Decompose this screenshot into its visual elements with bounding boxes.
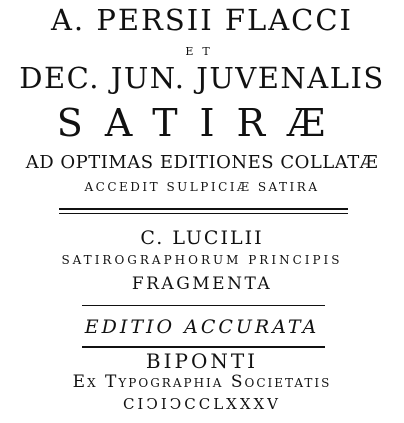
author-persius: A. PERSII FLACCI <box>50 3 354 37</box>
conjunction-et: ET <box>185 45 219 58</box>
edition-statement: EDITIO ACCURATA <box>84 316 320 338</box>
imprint-date: CIↃIↃCCLXXXV <box>122 395 282 413</box>
double-rule-top <box>59 208 348 210</box>
imprint-rule <box>82 346 325 348</box>
imprint-printer: Ex Typographia Societatis <box>72 372 332 392</box>
author-juvenal: DEC. JUN. JUVENALIS <box>19 61 385 95</box>
third-author-epithet: SATIROGRAPHORUM PRINCIPIS <box>61 253 343 267</box>
third-author-lucilius: C. LUCILII <box>140 227 264 249</box>
fragments-label: FRAGMENTA <box>131 274 273 294</box>
work-title: SATIRÆ <box>56 101 348 145</box>
addition-sulpicia: ACCEDIT SULPICIÆ SATIRA <box>84 180 320 194</box>
divider-rule <box>82 305 325 306</box>
double-rule-bottom <box>59 213 348 214</box>
imprint-place: BIPONTI <box>145 349 259 373</box>
subtitle: AD OPTIMAS EDITIONES COLLATÆ <box>25 152 379 173</box>
